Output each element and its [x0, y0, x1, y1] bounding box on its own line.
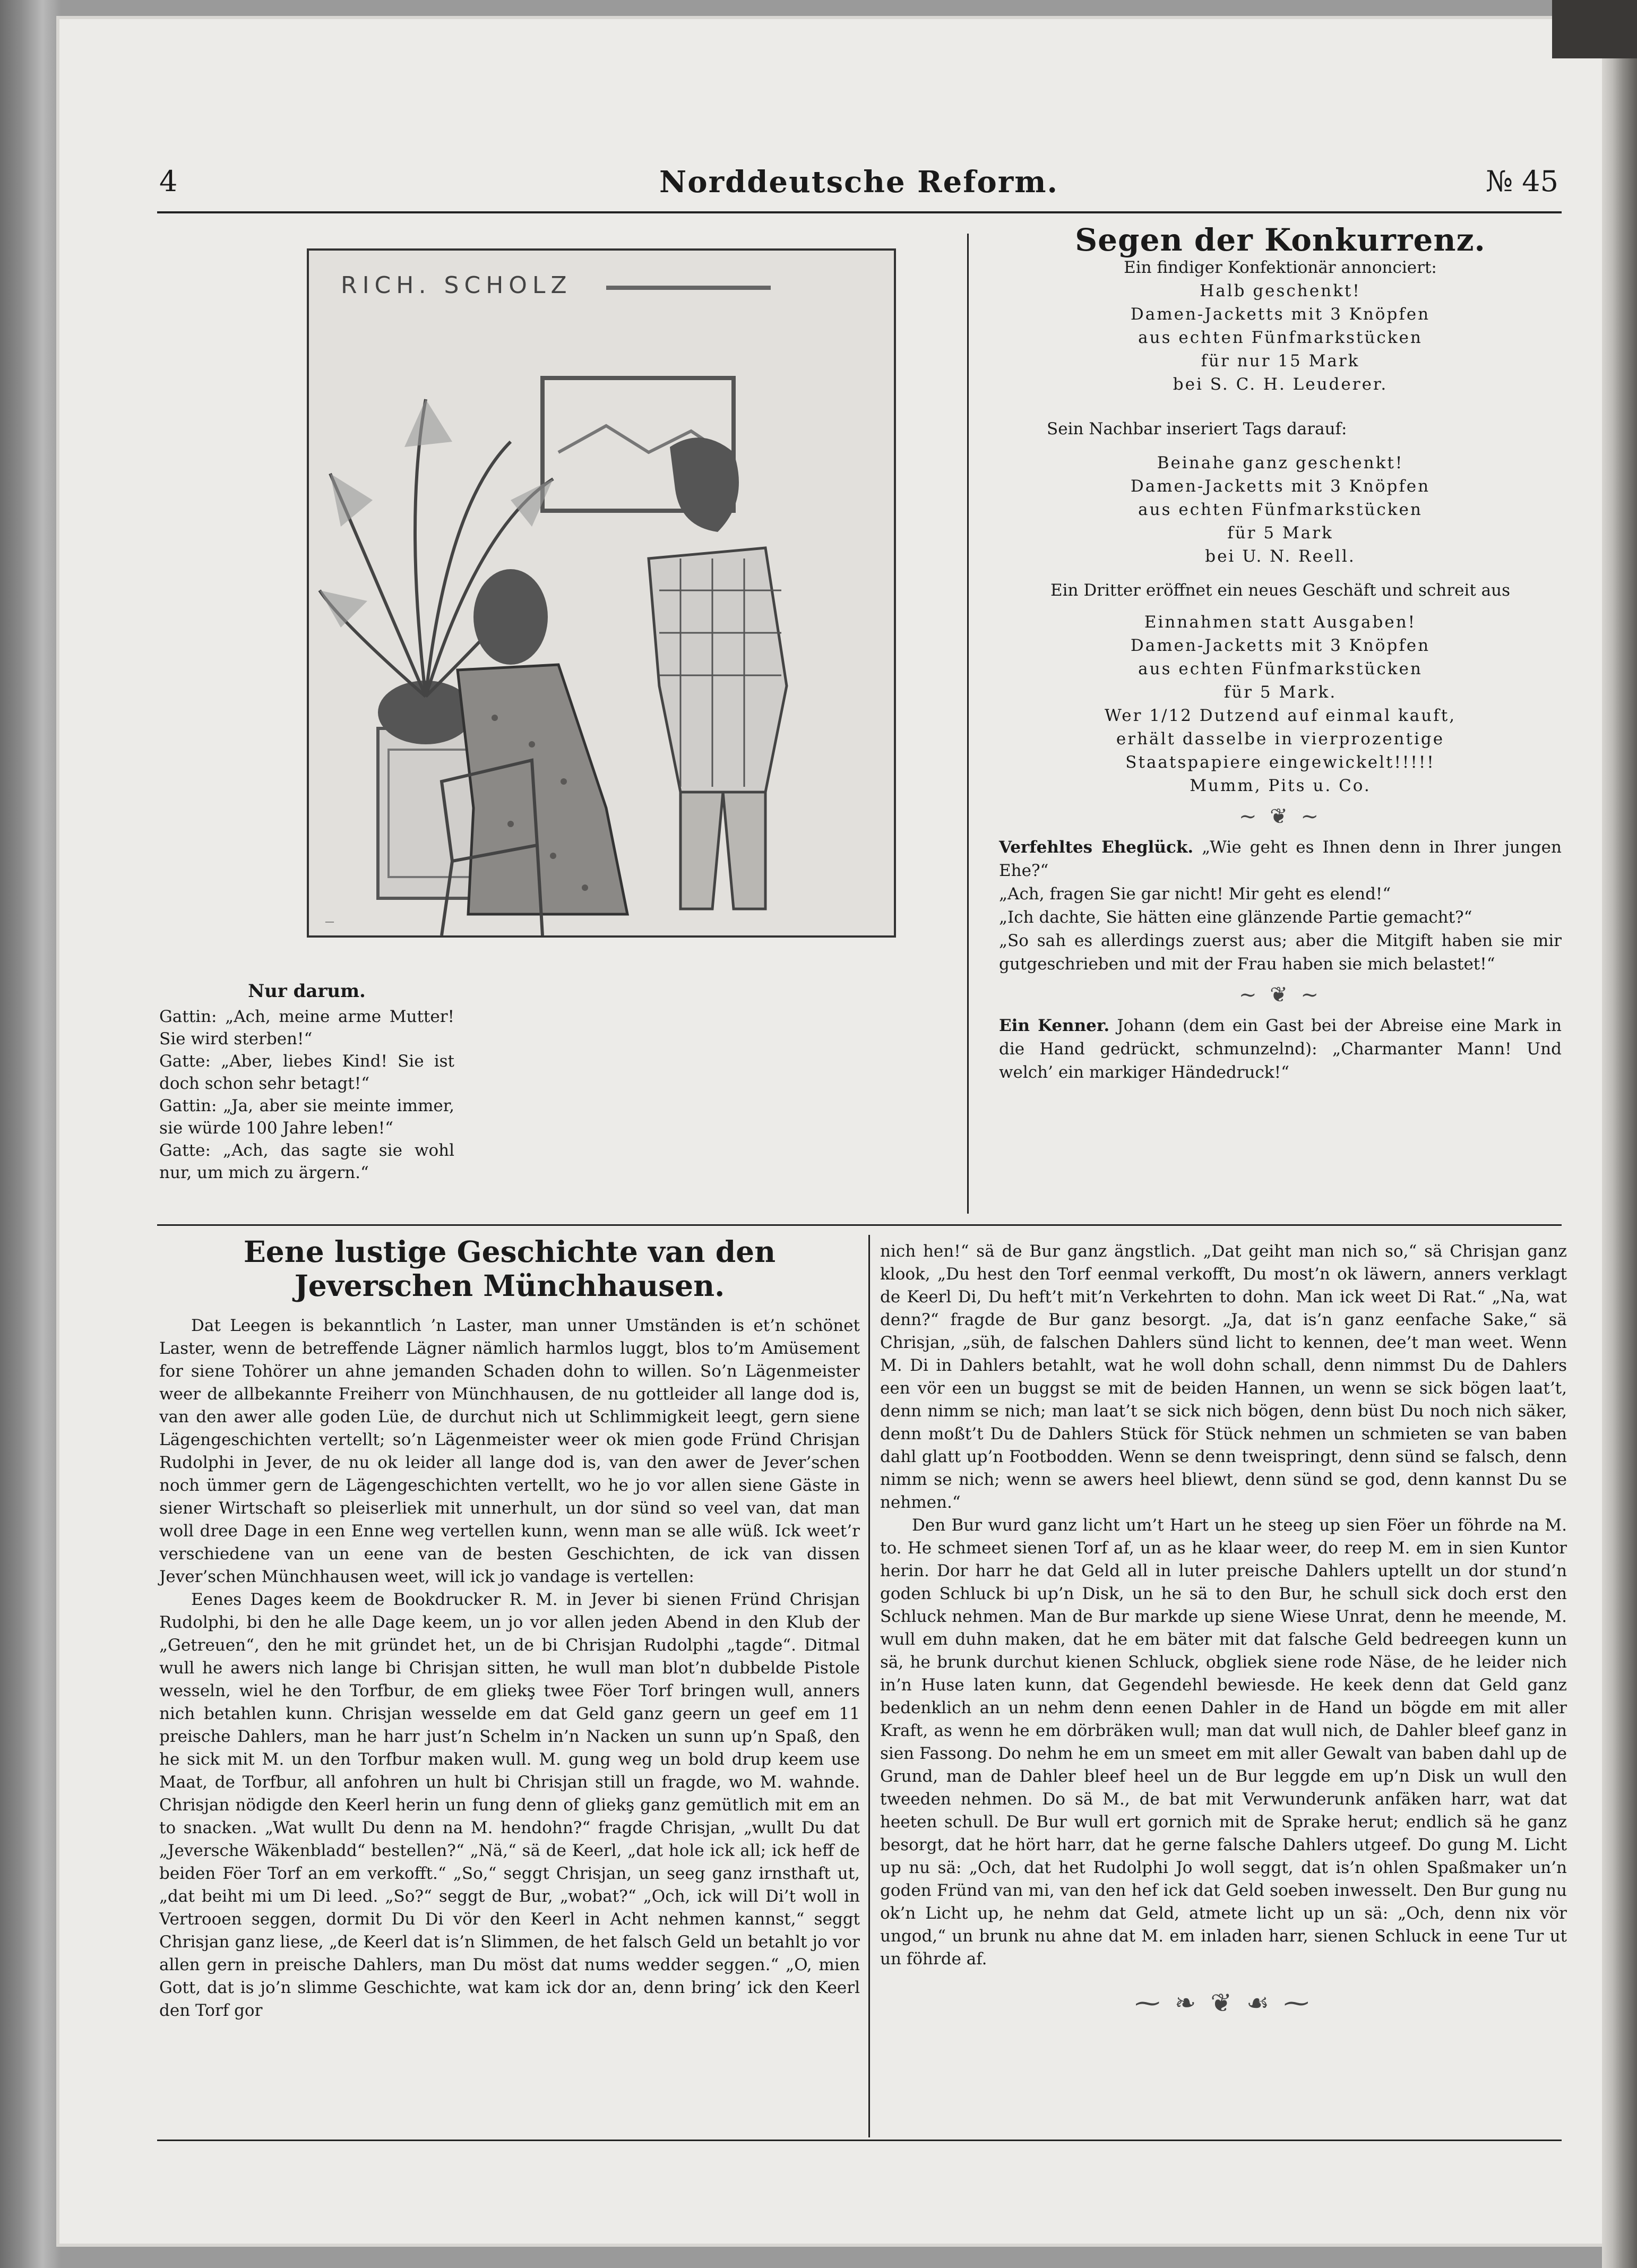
eheglueck-title: Verfehltes Eheglück. [999, 838, 1194, 857]
story-column-2 [880, 1240, 1567, 2018]
story-paragraph: Dat Leegen is bekanntlich ’n Laster, man unner Umständen is et’n schönet Laster, wenn de betreffende Lägner nämlich harmlos luggt, blos to’m Amüsement for siene Tohörer un ahne jemanden Schaden dohn to willen. So’n Lägenmeister weer de allbekannte Freiherr von Münchhausen, de nu gottleider all lange dod is, van den awer alle goden Lüe, de durchut nich ut Schlimmigkeit leegt, gern siene Lägengeschichten vertellt; so’n Lägenmeister weer ok mien gode Fründ Chrisjan Rudolphi in Jever, de nu ok leider all lange dod is, van den awer de Jever’schen noch ümmer gern de Lägengeschichten vertellt, wo he jo vor allen siene Gäste in siener Wirtschaft so pleiserliek mit unnerhult, un dor sünd so veel van, dat man woll dree Dage in een Enne weg vertellen kunn, wenn man se alle wüß. Ick weet’r verschiedene van un eene van de besten Geschichten, de ick van dissen Jever’schen Münchhausen weet, will ick jo vandage is vertellen: [159, 1316, 860, 1586]
header-rule [157, 211, 1562, 213]
caption-title: Nur darum. [248, 981, 366, 1002]
bottom-rule [157, 2140, 1562, 2141]
ad-line: für 5 Mark [1227, 523, 1333, 543]
eheglueck-text: „So sah es allerdings zuerst aus; aber die Mitgift haben sie mir gutgeschrieben und mit der Frau haben sie mich belastet!“ [999, 931, 1562, 974]
caption-line: Gattin: „Ach, meine arme Mutter! Sie wird sterben!“ [159, 1007, 454, 1049]
column-divider-bottom [868, 1235, 870, 2137]
ad-line: bei U. N. Reell. [1205, 547, 1356, 566]
ad-line: Einnahmen statt Ausgaben! [1144, 613, 1417, 632]
ad-line: Damen-Jacketts mit 3 Knöpfen [1130, 305, 1431, 324]
ad-line: erhält dasselbe in vierprozentige [1116, 729, 1445, 749]
ad-line: Staatspapiere eingewickelt!!!!! [1125, 753, 1435, 772]
ad-line: für nur 15 Mark [1201, 351, 1360, 371]
ad-line: Mumm, Pits u. Co. [1190, 776, 1371, 795]
konkurrenz-title: Segen der Konkurrenz. [1075, 222, 1486, 258]
eheglueck-text: „Ach, fragen Sie gar nicht! Mir geht es elend!“ [999, 884, 1391, 904]
story-paragraph: nich hen!“ sä de Bur ganz ängstlich. „Dat geiht man nich so,“ sä Chrisjan ganz klook, „Du hest den Torf eenmal verkofft, Du most’n ok läwern, anners verklagt de Keerl Di, Du heft’t mit’n Verkehrten to dohn. Man ick weet Di Rat.“ „Na, wat denn?“ fragde de Bur ganz besorgt. „Ja, dat is’n ganz eenfache Sake,“ sä Chrisjan, „süh, de falschen Dahlers sünd licht to kennen, dee’t man weet. Wenn M. Di in Dahlers betahlt, wat he woll dohn schall, denn nimmst Du de Dahlers een vör een un buggst se mit de beiden Hannen, un wenn se sick bögen laat’t, denn nimm se nich; man laat’t se sick nich bögen, denn büst Du noch nich säker, denn moßt’t Du de Dahlers Stück för Stück nehmen un schmieten se van baben dahl glatt up’n Footbodden. Wenn se denn tweispringt, denn sünd se falsch, denn nimm se nich; wenn se awers heel bliewt, denn sünd se god, denn kannst Du se nehmen.“ [880, 1242, 1567, 1512]
scanner-corner [1552, 0, 1637, 58]
ad-line: aus echten Fünfmarkstücken [1138, 328, 1423, 347]
page-number: 4 [159, 165, 178, 198]
right-column [999, 222, 1562, 1084]
ad-line: Beinahe ganz geschenkt! [1157, 453, 1404, 472]
konkurrenz-intro: Sein Nachbar inseriert Tags darauf: [1047, 419, 1347, 439]
ornament-divider: ~ ❦ ~ [1239, 804, 1322, 829]
kenner-title: Ein Kenner. [999, 1016, 1110, 1035]
ad-line: Damen-Jacketts mit 3 Knöpfen [1130, 636, 1431, 655]
eheglueck-text: „Ich dachte, Sie hätten eine glänzende Partie gemacht?“ [999, 908, 1472, 927]
ad-line: aus echten Fünfmarkstücken [1138, 659, 1423, 678]
ad-line: bei S. C. H. Leuderer. [1173, 375, 1388, 394]
story-paragraph: Eenes Dages keem de Bookdrucker R. M. in Jever bi sienen Fründ Chrisjan Rudolphi, bi den he alle Dage keem, un jo vor allen jeden Abend in den Klub der „Getreuen“, den he mit gründet het, un de bi Chrisjan Rudolphi „tagde“. Ditmal wull he awers nich lange bi Chrisjan sitten, he wull man blot’n dubbelde Pistole wesseln, wiel he den Torfbur, de em gliekş twee Föer Torf bringen wull, anners nich betahlen kunn. Chrisjan wesselde em dat Geld ganz geern un geef em 11 preische Dahlers, man he harr just’n Schelm in’n Nacken un sunn up’n Spaß, den he sick mit M. un den Torfbur maken wull. M. gung weg un bold drup keem use Maat, de Torfbur, all anfohren un hult bi Chrisjan still un fragde, wo M. wahnde. Chrisjan nödigde den Keerl herin un fung denn of gliekş ganz gemütlich mit em an to snacken. „Wat wullt Du denn na M. hendohn?“ fragde Chrisjan, „wullt Du dat „Jeversche Wäkenbladd“ bestellen?“ „Nä,“ sä de Keerl, „dat hole ick all; ick heff de beiden Föer Torf an em verkofft.“ „So,“ seggt Chrisjan, un seeg ganz irnsthaft ut, „dat beiht mi um Di leed. „So?“ seggt de Bur, „wobat?“ „Och, ick will Di’t woll in Vertrooen seggen, dormit Du Di vör den Keerl in Acht nehmen kannst,“ seggt Chrisjan ganz liese, „de Keerl dat is’n Slimmen, de het falsch Geld un betahlt jo vor allen gern in preische Dahlers, man Du möst dat nums wedder seggen.“ „O, mien Gott, dat is jo’n slimme Geschichte, wat kam ick dor an, denn bring’ ick den Keerl den Torf gor [159, 1590, 860, 2020]
illustration-drawing [309, 251, 894, 935]
konkurrenz-intro: Ein findiger Konfektionär annonciert: [1124, 258, 1437, 277]
ornament-vignette: ⁓ ❧ ❦ ☙ ⁓ [1134, 1988, 1313, 2018]
newspaper-title: Norddeutsche Reform. [659, 165, 1058, 200]
page-header [159, 165, 1558, 207]
ad-line: aus echten Fünfmarkstücken [1138, 500, 1423, 519]
ad-line: für 5 Mark. [1224, 683, 1337, 702]
caption-line: Gatte: „Ach, das sagte sie wohl nur, um mich zu ärgern.“ [159, 1141, 454, 1182]
issue-number: № 45 [1486, 165, 1558, 198]
illustration [307, 248, 896, 938]
cartoon-caption [159, 980, 454, 1184]
caption-line: Gatte: „Aber, liebes Kind! Sie ist doch schon sehr betagt!“ [159, 1052, 454, 1093]
ad-line: Halb geschenkt! [1200, 281, 1361, 300]
section-rule [157, 1224, 1562, 1226]
eheglueck-text: „Wie geht es Ihnen denn in Ihrer jungen Ehe?“ [999, 838, 1562, 880]
caption-line: Gattin: „Ja, aber sie meinte immer, sie würde 100 Jahre leben!“ [159, 1096, 454, 1138]
ad-line: Wer 1/12 Dutzend auf einmal kauft, [1104, 706, 1457, 725]
ad-line: Damen-Jacketts mit 3 Knöpfen [1130, 477, 1431, 496]
konkurrenz-intro: Ein Dritter eröffnet ein neues Geschäft und schreit aus [1050, 581, 1511, 600]
column-divider-top [967, 234, 969, 1214]
kenner-text: Johann (dem ein Gast bei der Abreise eine Mark in die Hand gedrückt, schmunzelnd): „Charmanter Mann! Und welch’ ein markiger Händedruck!“ [999, 1016, 1562, 1082]
ornament-divider: ~ ❦ ~ [1239, 983, 1322, 1007]
artist-signature: RICH. SCHOLZ [341, 272, 572, 299]
story-column-1 [159, 1235, 860, 2022]
book-page-edges [1602, 0, 1637, 2268]
story-title: Eene lustige Geschichte van den Jeverschen Münchhausen. [243, 1234, 776, 1303]
svg-text:—: — [325, 916, 334, 927]
story-paragraph: Den Bur wurd ganz licht um’t Hart un he steeg up sien Föer un föhrde na M. to. He schmeet sienen Torf af, un as he klaar weer, do reep M. em in sien Kuntor herin. Dor harr he dat Geld all in luter preische Dahlers uptellt un dor stund’n goden Schluck bi up’n Disk, un he sä to den Bur, he schull sick doch erst den Schluck nehmen. Man de Bur markde up siene Wiese Unrat, denn he meende, M. wull em duhn maken, dat he em bäter mit dat falsche Geld bedreegen kunn un sä, he brunk durchut kienen Schluck, obgliek siene rode Näse, de he leider nich in’n Huse laten kunn, dat Gegendehl bewiesde. He keek denn dat Geld ganz bedenklich an un nehm denn eenen Dahler in de Hand un bögde em mit aller Kraft, as wenn he em dörbräken wull; man dat wull nich, de Dahler bleef ganz in sien Fassong. Do nehm he em un smeet em mit aller Gewalt van baben dahl up de Grund, man de Dahler bleef heel un de Bur leggde em up’n Disk un wull den tweeden nehmen. Do sä M., de bat mit Verwunderunk anfäken harr, wat dat heeten schull. De Bur wull ert gornich mit de Sprake herut; endlich sä he ganz besorgt, dat he hört harr, dat he gerne falsche Dahlers utgeef. Do gung M. Licht up nu sä: „Och, dat het Rudolphi Jo woll seggt, dat is’n ohlen Spaßmaker un’n goden Fründ van mi, van den hef ick dat Geld soeben inwesselt. Den Bur gung nu ok’n Licht up, he nehm dat Geld, atmete licht up un sä: „Och, denn nix vör ungod,“ un brunk nu ahne dat M. em inladen harr, sienen Schluck in eene Tur ut un föhrde af. [880, 1516, 1567, 1969]
